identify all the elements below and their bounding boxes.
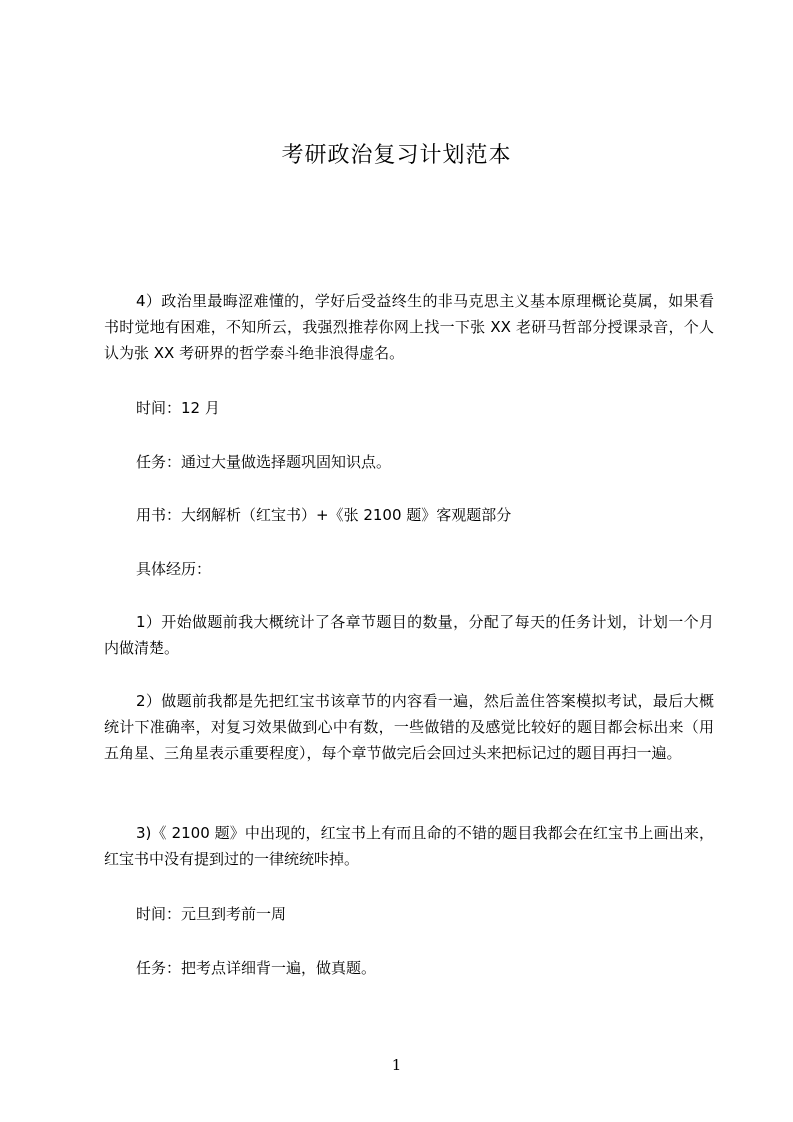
paragraph-time-december: 时间：12 月: [136, 399, 220, 417]
paragraph-philosophy-tip: 4）政治里最晦涩难懂的，学好后受益终生的非马克思主义基本原理概论莫属，如果看书时觉地有困难，不知所云，我强烈推荐你网上找一下张 XX 老研马哲部分授课录音，个人认为张 XX 考研界的哲学泰斗绝非浪得虚名。: [104, 292, 714, 362]
paragraph-time-new-year: 时间：元旦到考前一周: [136, 905, 287, 923]
paragraph-task-choice-questions: 任务：通过大量做选择题巩固知识点。: [136, 453, 392, 471]
page-number: 1: [391, 1056, 402, 1074]
paragraph-experience-2: 2）做题前我都是先把红宝书该章节的内容看一遍，然后盖住答案模拟考试，最后大概统计下准确率，对复习效果做到心中有数，一些做错的及感觉比较好的题目都会标出来（用五角星、三角星表示重要程度），每个章节做完后会回过头来把标记过的题目再扫一遍。: [104, 692, 714, 762]
paragraph-books: 用书：大纲解析（红宝书）+《张 2100 题》客观题部分: [136, 506, 512, 524]
paragraph-experience-1: 1）开始做题前我大概统计了各章节题目的数量，分配了每天的任务计划，计划一个月内做清楚。: [104, 613, 714, 657]
paragraph-experience-heading: 具体经历：: [136, 560, 212, 578]
document-title: 考研政治复习计划范本: [281, 143, 512, 168]
paragraph-experience-3: 3)《 2100 题》中出现的，红宝书上有而且命的不错的题目我都会在红宝书上画出来，红宝书中没有提到过的一律统统咔掉。: [104, 824, 714, 868]
paragraph-task-memorize: 任务：把考点详细背一遍，做真题。: [136, 959, 377, 977]
